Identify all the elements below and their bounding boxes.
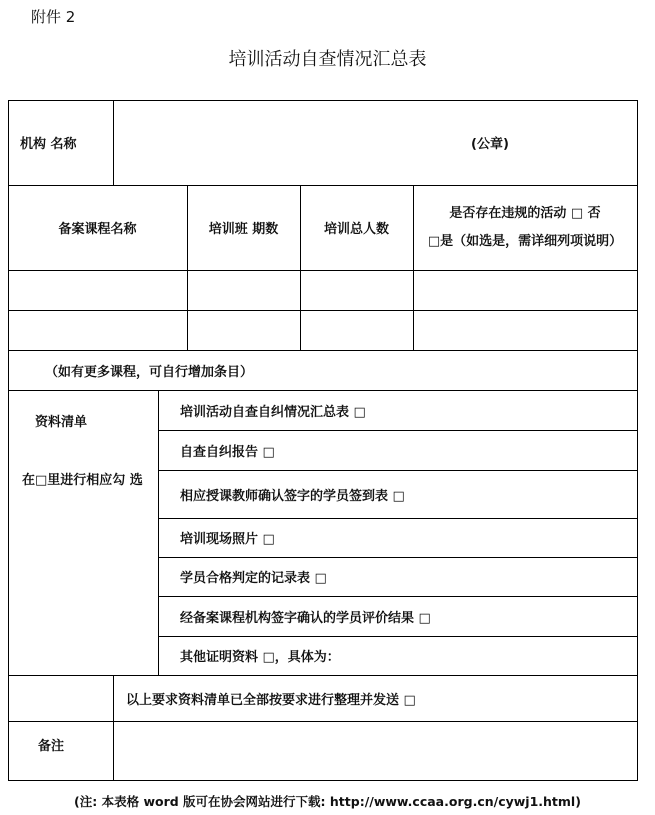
material-item[interactable]: 经备案课程机构签字确认的学员评价结果 □ (180, 610, 431, 626)
material-item[interactable]: 培训现场照片 □ (180, 532, 275, 547)
material-item[interactable]: 培训活动自查自纠情况汇总表 □ (180, 404, 366, 420)
course-name-header: 备案课程名称 (58, 222, 137, 237)
more-courses-note: （如有更多课程，可自行增加条目） (45, 364, 254, 380)
confirmation-checkbox-row[interactable]: 以上要求资料清单已全部按要求进行整理并发送 □ (126, 692, 416, 708)
total-trainees-header: 培训总人数 (323, 222, 389, 237)
attachment-label: 附件 2 (31, 8, 76, 26)
violation-header (413, 185, 637, 270)
material-item[interactable]: 自查自纠报告 □ (180, 444, 275, 460)
page-title: 培训活动自查情况汇总表 (228, 49, 427, 70)
material-item[interactable]: 学员合格判定的记录表 □ (180, 571, 327, 586)
violation-header-line1: 是否存在违规的活动 □ 否 (449, 205, 601, 221)
remarks-label: 备注 (38, 738, 65, 754)
materials-instruction: 在□里进行相应勾 选 (22, 472, 143, 488)
violation-header-line2: □是（如选是，需详细列项说明） (427, 233, 623, 249)
session-count-header: 培训班 期数 (208, 222, 279, 237)
footnote: (注: 本表格 word 版可在协会网站进行下载: http://www.ccaa.org.cn/cywj1.html) (74, 794, 581, 809)
material-item[interactable]: 相应授课教师确认签字的学员签到表 □ (180, 488, 405, 504)
materials-label: 资料清单 (35, 414, 88, 430)
remarks-field[interactable] (114, 722, 636, 780)
material-item[interactable]: 其他证明资料 □，具体为： (180, 650, 340, 665)
seal-label: (公章) (471, 137, 509, 152)
org-name-label: 机构 名称 (20, 137, 77, 152)
